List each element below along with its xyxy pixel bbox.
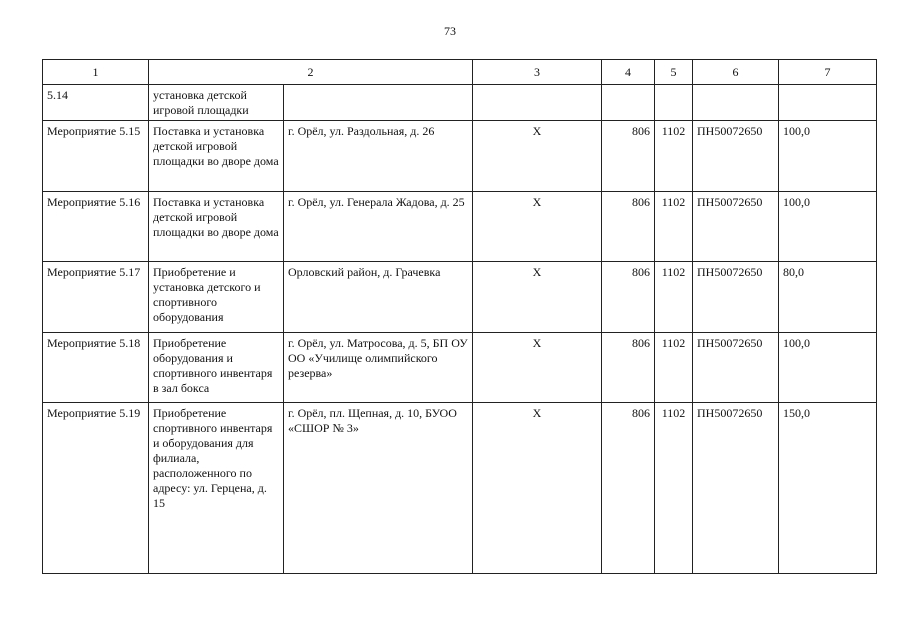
cell-col4: 806	[602, 403, 655, 574]
cell-col3: Х	[473, 262, 602, 333]
cell-col4: 806	[602, 333, 655, 403]
page-number: 73	[444, 24, 456, 38]
budget-table	[42, 59, 877, 574]
cell-col5: 1102	[655, 333, 693, 403]
cell-col5: 1102	[655, 192, 693, 262]
event-address: г. Орёл, ул. Генерала Жадова, д. 25	[284, 192, 473, 262]
event-name: Поставка и установка детской игровой площадки во дворе дома	[149, 121, 284, 192]
cell-col7: 100,0	[779, 121, 877, 192]
event-name: Приобретение и установка детского и спортивного оборудования	[149, 262, 284, 333]
cell-col5: 1102	[655, 121, 693, 192]
cell-col5: 1102	[655, 403, 693, 574]
header-col-3: 3	[473, 60, 602, 85]
cell-col7: 80,0	[779, 262, 877, 333]
table-row	[43, 262, 877, 333]
cell-col6: ПН50072650	[693, 192, 779, 262]
event-code: Мероприятие 5.15	[43, 121, 149, 192]
cell-col6: ПН50072650	[693, 121, 779, 192]
cell-col4: 806	[602, 192, 655, 262]
event-code: Мероприятие 5.19	[43, 403, 149, 574]
table-row	[43, 85, 877, 121]
table-row	[43, 333, 877, 403]
cell-col7: 150,0	[779, 403, 877, 574]
cell-col3: Х	[473, 403, 602, 574]
cell-col5: 1102	[655, 262, 693, 333]
header-col-4: 4	[602, 60, 655, 85]
table-row	[43, 403, 877, 574]
event-address: Орловский район, д. Грачевка	[284, 262, 473, 333]
cell-col3: Х	[473, 333, 602, 403]
header-col-2: 2	[149, 60, 473, 85]
header-row	[43, 60, 877, 85]
cell-col6: ПН50072650	[693, 262, 779, 333]
cell-col4: 806	[602, 262, 655, 333]
event-name: Приобретение спортивного инвентаря и оборудования для филиала, расположенного по адресу: ул. Герцена, д. 15	[149, 403, 284, 574]
header-col-1: 1	[43, 60, 149, 85]
event-code: 5.14	[43, 85, 149, 121]
table-row	[43, 121, 877, 192]
cell-col3: Х	[473, 192, 602, 262]
event-code: Мероприятие 5.18	[43, 333, 149, 403]
cell-col3: Х	[473, 121, 602, 192]
header-col-7: 7	[779, 60, 877, 85]
event-name: Поставка и установка детской игровой площадки во дворе дома	[149, 192, 284, 262]
cell-col7: 100,0	[779, 192, 877, 262]
cell-col7: 100,0	[779, 333, 877, 403]
cell-col4: 806	[602, 121, 655, 192]
event-name: Приобретение оборудования и спортивного инвентаря в зал бокса	[149, 333, 284, 403]
header-col-5: 5	[655, 60, 693, 85]
event-address: г. Орёл, ул. Раздольная, д. 26	[284, 121, 473, 192]
event-code: Мероприятие 5.17	[43, 262, 149, 333]
table-row	[43, 192, 877, 262]
header-col-6: 6	[693, 60, 779, 85]
cell-col6: ПН50072650	[693, 403, 779, 574]
cell-col6: ПН50072650	[693, 333, 779, 403]
event-code: Мероприятие 5.16	[43, 192, 149, 262]
event-name: установка детской игровой площадки	[149, 85, 284, 121]
event-address: г. Орёл, пл. Щепная, д. 10, БУОО «СШОР № 3»	[284, 403, 473, 574]
event-address: г. Орёл, ул. Матросова, д. 5, БП ОУ ОО «Училище олимпийского резерва»	[284, 333, 473, 403]
